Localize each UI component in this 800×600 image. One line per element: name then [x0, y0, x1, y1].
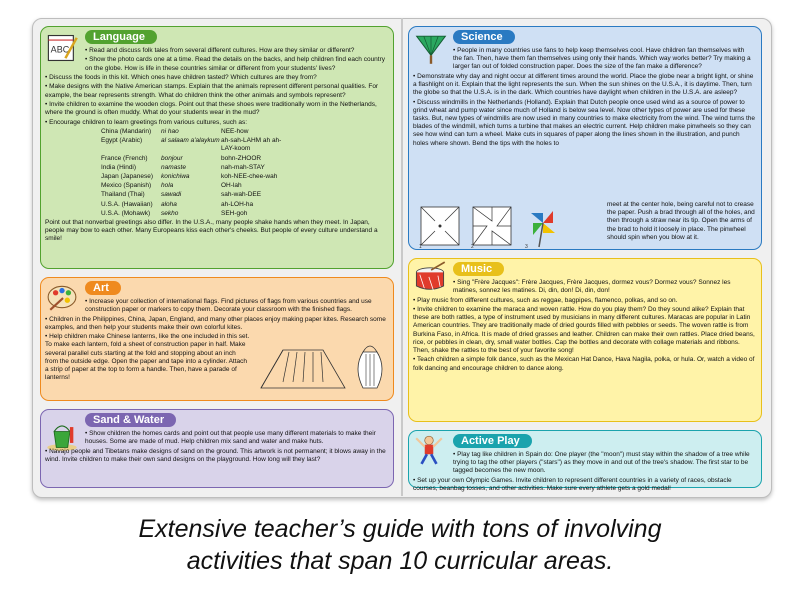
greeting-country: Mexico (Spanish)	[101, 182, 152, 190]
greeting-row	[101, 210, 387, 218]
greeting-word: al salaam a'alaykum	[161, 137, 220, 145]
greeting-country: U.S.A. (Hawaiian)	[101, 200, 153, 208]
greeting-word: sekho	[161, 209, 179, 217]
music-body	[413, 279, 755, 417]
greeting-pronunciation: OH-lah	[221, 182, 242, 190]
greeting-row	[101, 173, 387, 181]
greeting-pronunciation: koh-NEE-chee-wah	[221, 172, 278, 180]
music-para: • Sing "Frère Jacques": Frère Jacques, Frère Jacques, dormez vous? Dormez vous? Sonnez les matines, sonnez les matines. Di, din, don! Di, din, don!	[453, 279, 731, 295]
greeting-pronunciation: nah-mah-STAY	[221, 163, 265, 171]
language-para: • Read and discuss folk tales from several different cultures. How are they similar or different?	[85, 47, 355, 54]
sand-water-title: Sand & Water	[85, 413, 176, 427]
art-para: • Help children make Chinese lanterns, like the one included in this set. To make each lantern, fold a sheet of construction paper in half. Make several parallel cuts starting at the fold and stopping about an inch from the outside edge. Open the paper and tape into a cylinder. Attach a strip of paper at the top to form a handle. Then, have a parade of lanterns!	[45, 333, 250, 382]
music-para: • Invite children to examine the maraca and woven rattle. How do you play them? Do they sound alike? Explain that these are both rattles, a type of instrument used by musicians in many different cultures. Maracas are popular in Latin American countries. They are traditionally made of dried gourds filled with pebbles or seeds. The woven rattle is from Burkina Faso, in Africa. It is made of dried grasses and leather. Children can make their own rattles. Place dried beans, rice, or pebbles in clean, dry, small water bottles. Cap the bottles and decorate with collage materials and ribbons. Then, shake the rattles to the best of your favorite song!	[413, 305, 755, 354]
science-para: • People in many countries use fans to help keep themselves cool. Have children fan themselves with the fan. Then, have them fan themselves using only their hands. Which way works better? Try making a larger fan out of folded construction paper. Does the size of the fan make a difference?	[453, 47, 751, 71]
greeting-row	[101, 128, 387, 136]
jumping-child-icon	[413, 433, 445, 467]
music-para: • Teach children a simple folk dance, such as the Mexican Hat Dance, Hava Nagila, polka, or hula. Or, watch a video of folk dancing and encourage children to dance along.	[413, 356, 755, 372]
drum-icon	[411, 261, 449, 295]
pinwheel-step: 2	[471, 244, 474, 250]
music-para: • Play music from different cultures, such as reggae, bagpipes, flamenco, polkas, and so on.	[413, 296, 678, 304]
greeting-pronunciation: bohn-ZHOOR	[221, 154, 262, 162]
science-title: Science	[453, 30, 515, 44]
greeting-word: namaste	[161, 163, 186, 171]
active-play-para: • Set up your own Olympic Games. Invite children to represent different countries in a variety of races, obstacle courses, beanbag tosses, and other activities. Make sure every athlete gets a gold medal!	[413, 476, 732, 492]
greeting-row	[101, 137, 387, 153]
language-para: • Encourage children to learn greetings from various cultures, such as:	[45, 118, 248, 126]
language-para: • Show the photo cards one at a time. Read the details on the backs, and help children find each country on the globe. How is life in these countries similar or different from your students' lives?	[85, 56, 386, 72]
greetings-table	[45, 128, 387, 218]
greeting-pronunciation: SEH-goh	[221, 209, 248, 217]
greeting-country: U.S.A. (Mohawk)	[101, 209, 151, 217]
greeting-word: konichiwa	[161, 172, 190, 180]
music-section	[408, 258, 762, 422]
active-play-title: Active Play	[453, 434, 532, 448]
greeting-row	[101, 164, 387, 172]
active-play-para: • Play tag like children in Spain do: One player (the "moon") must stay within the shadow of a tree while trying to tag the other players ("stars") as they move in and out of the tree's shadow. The first star to be tagged becomes the new moon.	[453, 451, 750, 475]
lantern-illustration	[253, 338, 393, 398]
greeting-pronunciation: ah-sah-LAHM ah ah-LAY-koom	[221, 137, 282, 153]
art-title: Art	[85, 281, 121, 295]
pinwheel-step: 3	[525, 244, 528, 250]
greeting-country: France (French)	[101, 154, 148, 162]
active-play-body	[413, 451, 755, 492]
science-continuation: meet at the center hole, being careful not to crease the paper. Push a brad through all of the holes, and then through a straw near its tip. Open the arms of the brad to hold it loosely in place. The pinwheel should spin when you blow at it.	[607, 201, 755, 241]
greeting-country: China (Mandarin)	[101, 127, 152, 135]
greeting-pronunciation: ah-LOH-ha	[221, 200, 254, 208]
art-para: • Children in the Philippines, China, Japan, England, and many other places enjoy making paper kites. Research some examples, and then help your students make their own colorful kites.	[45, 315, 386, 331]
pinwheel-illustration	[417, 203, 567, 249]
greeting-row	[101, 182, 387, 190]
sand-water-para: • Navajo people and Tibetans make designs of sand on the ground. This artwork is not permanent; it blows away in the wind. Invite children to make their own sand designs on the playground. How long will they last?	[45, 447, 386, 463]
language-para: • Make designs with the Native American stamps. Explain that the animals represent different personal qualities. For example, the bear represents strength. What do children think the other animals and symbols represent?	[45, 83, 379, 99]
abc-notepad-icon	[45, 31, 79, 65]
greeting-pronunciation: sah-wah-DEE	[221, 191, 262, 199]
greeting-row	[101, 201, 387, 209]
science-section	[408, 26, 762, 250]
sand-water-body	[45, 430, 387, 483]
pinwheel-step: 1	[419, 244, 422, 250]
language-section	[40, 26, 394, 269]
sand-water-section	[40, 409, 394, 488]
science-para: • Demonstrate why day and night occur at different times around the world. Place the globe near a bright light, or shine a flashlight on it. Explain that the light represents the sun. When the sun shines on the U.S.A., it is daytime. Then, turn the globe so that the U.S.A. is in the dark. Which countries have daylight when children in the U.S.A. are asleep?	[413, 72, 754, 97]
greeting-country: Thailand (Thai)	[101, 191, 145, 199]
greeting-word: aloha	[161, 200, 177, 208]
art-section	[40, 277, 394, 401]
paint-palette-icon	[44, 281, 80, 313]
greeting-word: ni hao	[161, 127, 179, 135]
language-para: • Discuss the foods in this kit. Which ones have children tasted? Which cultures are they from?	[45, 73, 317, 81]
greeting-country: India (Hindi)	[101, 163, 137, 171]
music-title: Music	[453, 262, 504, 276]
greeting-word: sawadi	[161, 191, 182, 199]
greeting-word: bonjour	[161, 154, 183, 162]
language-title: Language	[85, 30, 157, 44]
svg-text:ABC: ABC	[50, 44, 70, 55]
caption-line-1: Extensive teacher’s guide with tons of involving	[138, 515, 662, 543]
art-para: • Increase your collection of international flags. Find pictures of flags from various countries and use construction paper or markers to copy them. Decorate your classroom with the finished flags.	[85, 298, 372, 314]
language-para: • Invite children to examine the wooden clogs. Point out that these shoes were traditionally worn in the Netherlands, where the ground is often muddy. What do your students wear in the mud?	[45, 100, 377, 117]
greeting-word: hola	[161, 182, 174, 190]
greeting-country: Egypt (Arabic)	[101, 137, 143, 145]
science-para: • Discuss windmills in the Netherlands (Holland). Explain that Dutch people once used wind as a source of power to grind wheat and pump water since much of Holland is below sea level. Now other types of power are used for these tasks. But, new types of windmills are now used in many countries to make electricity from the wind. The wind turns the blades of the windmill, which turns a turbine that makes an electric current. Help children make pinwheels so they can see how wind can turn a wheel. Make cuts in squares of paper along the lines shown in the illustration, and punch holes where shown. Bend the tips with the holes to	[413, 98, 756, 147]
fan-icon	[413, 29, 449, 65]
greeting-row	[101, 155, 387, 163]
greeting-country: Japan (Japanese)	[101, 172, 154, 180]
sand-water-para: • Show children the homes cards and point out that people use many different materials to make their houses. Some are made of mud. Help children mix sand and water and make huts.	[85, 430, 376, 446]
caption-line-2: activities that span 10 curricular areas.	[186, 547, 614, 575]
book-spine	[401, 18, 403, 496]
greeting-pronunciation: NEE-how	[221, 127, 249, 135]
active-play-section	[408, 430, 762, 492]
greeting-row	[101, 191, 387, 199]
language-closing: Point out that nonverbal greetings also differ. In the U.S.A., many people shake hands when they meet. In Japan, people may bow to each other. Many Europeans kiss each other's cheeks. But people of every culture understand a smile!	[45, 218, 378, 243]
